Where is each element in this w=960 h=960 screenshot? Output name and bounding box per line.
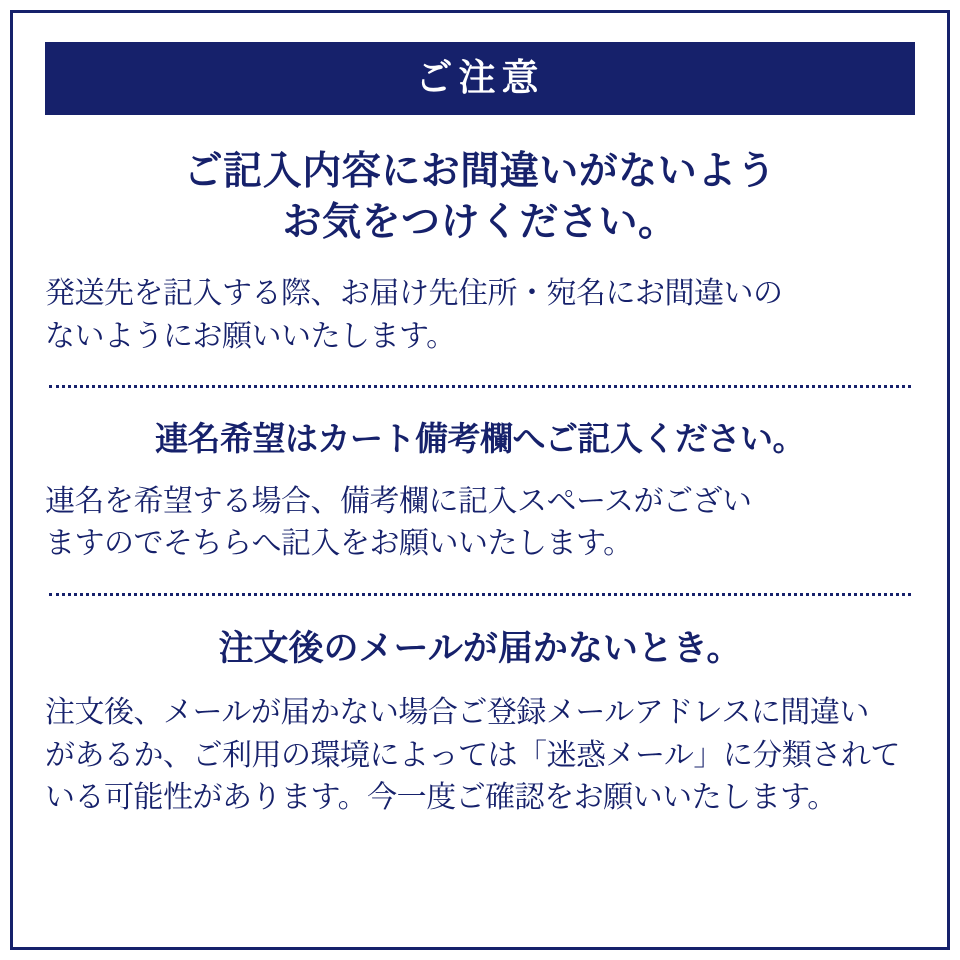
section-address-accuracy-heading-line2: お気をつけください。 xyxy=(282,201,678,245)
page-title: ご注意 xyxy=(415,57,545,98)
notice-title-bar xyxy=(45,42,915,115)
section-address-accuracy-heading xyxy=(45,146,915,249)
section-address-accuracy-heading-line1: ご記入内容にお間違いがないよう xyxy=(183,150,777,193)
section-joint-name-heading-line1: 連名希望はカート備考欄へご記入ください。 xyxy=(155,420,805,458)
section-joint-name-heading xyxy=(45,417,915,461)
section-email-not-received-body xyxy=(45,692,915,820)
section-address-accuracy-body-line1: 発送先を記入する際、お届け先住所・宛名にお間違いの xyxy=(45,276,783,310)
notice-content xyxy=(13,13,947,947)
section-joint-name-body xyxy=(45,481,915,566)
section-email-not-received-body-line2: があるか、ご利用の環境によっては「迷惑メール」に分類されて xyxy=(45,738,900,772)
section-email-not-received-body-line3: いる可能性があります。今一度ご確認をお願いいたします。 xyxy=(45,781,837,815)
section-email-not-received xyxy=(45,626,915,820)
section-joint-name xyxy=(45,417,915,566)
section-email-not-received-heading xyxy=(45,626,915,672)
section-address-accuracy-body xyxy=(45,273,915,358)
divider-2 xyxy=(49,593,911,596)
section-address-accuracy-body-line2: ないようにお願いいたします。 xyxy=(45,319,456,353)
section-joint-name-body-line1: 連名を希望する場合、備考欄に記入スペースがござい xyxy=(45,484,752,518)
section-email-not-received-body-line1: 注文後、メールが届かない場合ご登録メールアドレスに間違い xyxy=(45,696,869,730)
section-email-not-received-heading-line1: 注文後のメールが届かないとき。 xyxy=(218,628,742,668)
divider-1 xyxy=(49,385,911,388)
section-joint-name-body-line2: ますのでそちらへ記入をお願いいたします。 xyxy=(45,527,633,561)
section-address-accuracy xyxy=(45,146,915,358)
